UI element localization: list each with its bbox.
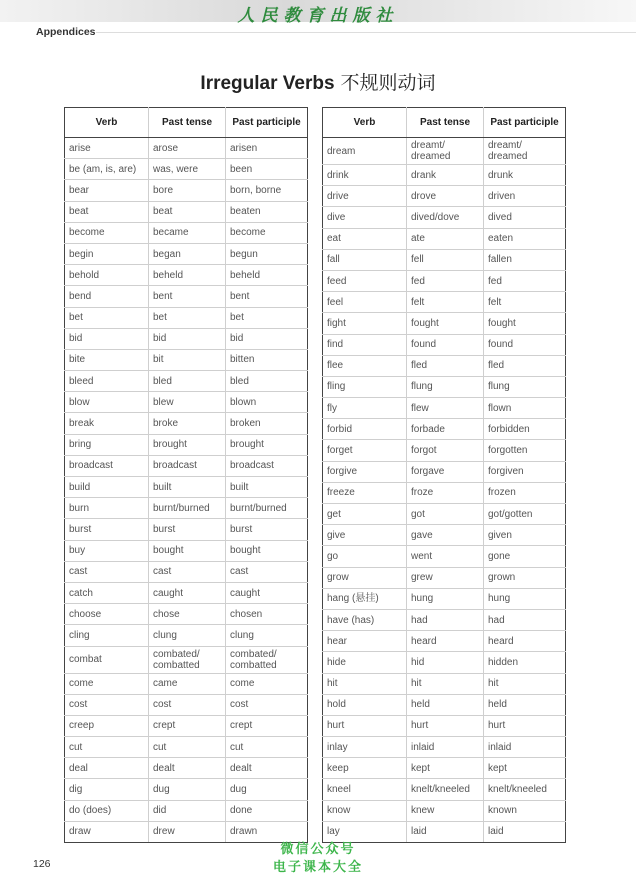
verb-cell: hear	[323, 631, 407, 652]
table-row	[323, 419, 566, 440]
past-participle-cell: dug	[226, 779, 308, 800]
table-row	[65, 222, 308, 243]
page-title-english: Irregular Verbs	[200, 73, 335, 94]
verb-cell: begin	[65, 243, 149, 264]
verb-cell: break	[65, 413, 149, 434]
past-tense-cell: hurt	[407, 715, 484, 736]
verb-cell: bleed	[65, 371, 149, 392]
past-participle-cell: broadcast	[226, 455, 308, 476]
past-participle-cell: bet	[226, 307, 308, 328]
table-row	[65, 625, 308, 646]
verb-cell: hurt	[323, 715, 407, 736]
past-participle-cell: flown	[484, 398, 566, 419]
table-row	[323, 609, 566, 630]
past-participle-cell: bitten	[226, 349, 308, 370]
table-row	[65, 286, 308, 307]
past-participle-cell: burst	[226, 519, 308, 540]
past-participle-cell: grown	[484, 567, 566, 588]
past-participle-cell: broken	[226, 413, 308, 434]
page-number: 126	[33, 858, 51, 870]
table-row	[323, 334, 566, 355]
past-participle-cell: beaten	[226, 201, 308, 222]
verb-cell: dig	[65, 779, 149, 800]
past-tense-cell: fought	[407, 313, 484, 334]
table-row	[323, 376, 566, 397]
table-row	[323, 779, 566, 800]
verb-cell: flee	[323, 355, 407, 376]
table-row	[65, 498, 308, 519]
past-tense-cell: flung	[407, 376, 484, 397]
past-participle-cell: combated/ combatted	[226, 646, 308, 673]
past-tense-cell: ate	[407, 228, 484, 249]
section-divider	[96, 32, 636, 33]
past-participle-cell: clung	[226, 625, 308, 646]
table-row	[65, 604, 308, 625]
past-tense-cell: arose	[149, 138, 226, 159]
verb-cell: burn	[65, 498, 149, 519]
verb-cell: eat	[323, 228, 407, 249]
verb-cell: drink	[323, 165, 407, 186]
past-participle-cell: cut	[226, 737, 308, 758]
past-tense-cell: drew	[149, 821, 226, 842]
past-participle-cell: eaten	[484, 228, 566, 249]
past-participle-cell: born, borne	[226, 180, 308, 201]
past-tense-cell: held	[407, 694, 484, 715]
verb-cell: find	[323, 334, 407, 355]
table-row	[323, 504, 566, 525]
table-row	[323, 631, 566, 652]
verb-cell: inlay	[323, 737, 407, 758]
verb-cell: come	[65, 673, 149, 694]
verb-cell: be (am, is, are)	[65, 159, 149, 180]
verb-cell: fling	[323, 376, 407, 397]
past-tense-cell: kept	[407, 758, 484, 779]
verb-cell: bend	[65, 286, 149, 307]
table-row	[323, 482, 566, 503]
table-row	[65, 673, 308, 694]
past-tense-cell: broke	[149, 413, 226, 434]
table-row	[323, 165, 566, 186]
verb-cell: lay	[323, 821, 407, 842]
verb-cell: freeze	[323, 482, 407, 503]
past-tense-cell: burnt/burned	[149, 498, 226, 519]
verb-cell: feel	[323, 292, 407, 313]
column-header-verb: Verb	[65, 108, 149, 138]
table-row	[65, 779, 308, 800]
table-row	[65, 455, 308, 476]
past-tense-cell: drank	[407, 165, 484, 186]
past-tense-cell: laid	[407, 821, 484, 842]
verb-table-left	[64, 107, 308, 843]
verb-cell: give	[323, 525, 407, 546]
table-row	[323, 567, 566, 588]
past-tense-cell: bled	[149, 371, 226, 392]
past-tense-cell: bid	[149, 328, 226, 349]
table-row	[323, 249, 566, 270]
past-tense-cell: had	[407, 609, 484, 630]
past-tense-cell: bore	[149, 180, 226, 201]
table-row	[65, 138, 308, 159]
past-participle-cell: chosen	[226, 604, 308, 625]
verb-cell: cling	[65, 625, 149, 646]
table-row	[65, 582, 308, 603]
past-tense-cell: bought	[149, 540, 226, 561]
verb-cell: behold	[65, 265, 149, 286]
verb-cell: bet	[65, 307, 149, 328]
verb-cell: blow	[65, 392, 149, 413]
past-tense-cell: flew	[407, 398, 484, 419]
past-participle-cell: kept	[484, 758, 566, 779]
past-participle-cell: burnt/burned	[226, 498, 308, 519]
verb-cell: hit	[323, 673, 407, 694]
past-tense-cell: dreamt/ dreamed	[407, 138, 484, 165]
past-participle-cell: been	[226, 159, 308, 180]
past-participle-cell: built	[226, 477, 308, 498]
past-tense-cell: did	[149, 800, 226, 821]
table-row	[323, 546, 566, 567]
table-row	[323, 186, 566, 207]
past-tense-cell: became	[149, 222, 226, 243]
table-row	[323, 398, 566, 419]
verb-cell: fly	[323, 398, 407, 419]
past-tense-cell: hit	[407, 673, 484, 694]
table-row	[323, 525, 566, 546]
past-tense-cell: went	[407, 546, 484, 567]
past-participle-cell: forbidden	[484, 419, 566, 440]
past-participle-cell: fled	[484, 355, 566, 376]
past-participle-cell: caught	[226, 582, 308, 603]
column-header-past-participle: Past participle	[226, 108, 308, 138]
past-participle-cell: had	[484, 609, 566, 630]
verb-cell: dream	[323, 138, 407, 165]
table-row	[323, 292, 566, 313]
table-row	[65, 392, 308, 413]
verb-table-left-body	[65, 138, 308, 843]
past-participle-cell: gone	[484, 546, 566, 567]
past-participle-cell: dived	[484, 207, 566, 228]
past-participle-cell: done	[226, 800, 308, 821]
past-participle-cell: laid	[484, 821, 566, 842]
past-tense-cell: knelt/kneeled	[407, 779, 484, 800]
table-row	[323, 270, 566, 291]
past-participle-cell: hung	[484, 588, 566, 609]
past-tense-cell: bent	[149, 286, 226, 307]
past-participle-cell: come	[226, 673, 308, 694]
past-participle-cell: bought	[226, 540, 308, 561]
table-row	[65, 737, 308, 758]
verb-cell: choose	[65, 604, 149, 625]
past-tense-cell: grew	[407, 567, 484, 588]
verb-cell: bid	[65, 328, 149, 349]
past-participle-cell: heard	[484, 631, 566, 652]
table-row	[323, 694, 566, 715]
past-participle-cell: dreamt/ dreamed	[484, 138, 566, 165]
table-row	[65, 328, 308, 349]
verb-cell: get	[323, 504, 407, 525]
past-tense-cell: was, were	[149, 159, 226, 180]
past-tense-cell: fled	[407, 355, 484, 376]
past-tense-cell: found	[407, 334, 484, 355]
past-tense-cell: beheld	[149, 265, 226, 286]
past-tense-cell: inlaid	[407, 737, 484, 758]
past-participle-cell: frozen	[484, 482, 566, 503]
past-participle-cell: driven	[484, 186, 566, 207]
verb-cell: hang (悬挂)	[323, 588, 407, 609]
past-participle-cell: arisen	[226, 138, 308, 159]
past-participle-cell: given	[484, 525, 566, 546]
table-row	[65, 758, 308, 779]
past-tense-cell: forgave	[407, 461, 484, 482]
past-tense-cell: got	[407, 504, 484, 525]
table-row	[323, 355, 566, 376]
past-tense-cell: forgot	[407, 440, 484, 461]
table-row	[323, 228, 566, 249]
table-row	[65, 800, 308, 821]
verb-cell: fight	[323, 313, 407, 334]
table-row	[65, 243, 308, 264]
past-participle-cell: drawn	[226, 821, 308, 842]
verb-cell: do (does)	[65, 800, 149, 821]
past-tense-cell: blew	[149, 392, 226, 413]
page-title-chinese: 不规则动词	[340, 72, 436, 94]
verb-cell: grow	[323, 567, 407, 588]
past-tense-cell: caught	[149, 582, 226, 603]
verb-cell: catch	[65, 582, 149, 603]
table-row	[65, 540, 308, 561]
past-participle-cell: fought	[484, 313, 566, 334]
past-participle-cell: cost	[226, 694, 308, 715]
table-row	[65, 201, 308, 222]
past-participle-cell: known	[484, 800, 566, 821]
past-participle-cell: blown	[226, 392, 308, 413]
verb-cell: drive	[323, 186, 407, 207]
past-participle-cell: forgotten	[484, 440, 566, 461]
table-row	[65, 180, 308, 201]
table-row	[65, 646, 308, 673]
verb-cell: burst	[65, 519, 149, 540]
table-row	[323, 673, 566, 694]
past-participle-cell: hurt	[484, 715, 566, 736]
past-tense-cell: felt	[407, 292, 484, 313]
past-tense-cell: built	[149, 477, 226, 498]
verb-cell: build	[65, 477, 149, 498]
table-header-row	[323, 108, 566, 138]
table-row	[65, 159, 308, 180]
table-row	[65, 715, 308, 736]
past-tense-cell: heard	[407, 631, 484, 652]
verb-cell: creep	[65, 715, 149, 736]
past-participle-cell: found	[484, 334, 566, 355]
past-tense-cell: hid	[407, 652, 484, 673]
table-header-row	[65, 108, 308, 138]
past-participle-cell: bent	[226, 286, 308, 307]
table-row	[323, 652, 566, 673]
verb-cell: combat	[65, 646, 149, 673]
verb-cell: forget	[323, 440, 407, 461]
past-participle-cell: knelt/kneeled	[484, 779, 566, 800]
verb-table-right	[322, 107, 566, 843]
table-row	[323, 461, 566, 482]
table-row	[65, 265, 308, 286]
past-participle-cell: got/gotten	[484, 504, 566, 525]
past-tense-cell: cast	[149, 561, 226, 582]
past-tense-cell: dug	[149, 779, 226, 800]
past-tense-cell: dived/dove	[407, 207, 484, 228]
past-tense-cell: drove	[407, 186, 484, 207]
past-tense-cell: brought	[149, 434, 226, 455]
table-row	[65, 434, 308, 455]
table-row	[65, 371, 308, 392]
watermark-line-1: 微信公众号	[280, 842, 356, 857]
column-header-past-participle: Past participle	[484, 108, 566, 138]
verb-cell: hold	[323, 694, 407, 715]
verb-cell: cut	[65, 737, 149, 758]
past-participle-cell: cast	[226, 561, 308, 582]
verb-cell: fall	[323, 249, 407, 270]
column-header-verb: Verb	[323, 108, 407, 138]
past-tense-cell: began	[149, 243, 226, 264]
past-participle-cell: become	[226, 222, 308, 243]
verb-cell: know	[323, 800, 407, 821]
verb-cell: feed	[323, 270, 407, 291]
table-row	[323, 588, 566, 609]
verb-cell: buy	[65, 540, 149, 561]
verb-cell: broadcast	[65, 455, 149, 476]
watermark-line-2: 电子课本大全	[272, 860, 363, 875]
past-tense-cell: chose	[149, 604, 226, 625]
past-participle-cell: hidden	[484, 652, 566, 673]
past-tense-cell: combated/ combatted	[149, 646, 226, 673]
past-participle-cell: dealt	[226, 758, 308, 779]
table-row	[65, 349, 308, 370]
verb-cell: draw	[65, 821, 149, 842]
verb-cell: keep	[323, 758, 407, 779]
past-tense-cell: fell	[407, 249, 484, 270]
verb-cell: become	[65, 222, 149, 243]
past-participle-cell: flung	[484, 376, 566, 397]
table-row	[323, 440, 566, 461]
verb-cell: cost	[65, 694, 149, 715]
table-row	[323, 313, 566, 334]
past-participle-cell: crept	[226, 715, 308, 736]
publisher-logo: 人民教育出版社	[237, 6, 399, 26]
table-row	[65, 694, 308, 715]
verb-cell: bite	[65, 349, 149, 370]
past-tense-cell: beat	[149, 201, 226, 222]
past-tense-cell: clung	[149, 625, 226, 646]
past-participle-cell: bid	[226, 328, 308, 349]
table-row	[65, 477, 308, 498]
table-row	[323, 758, 566, 779]
verb-cell: forgive	[323, 461, 407, 482]
past-participle-cell: bled	[226, 371, 308, 392]
past-tense-cell: crept	[149, 715, 226, 736]
table-row	[65, 519, 308, 540]
table-row	[323, 800, 566, 821]
verb-cell: arise	[65, 138, 149, 159]
verb-cell: deal	[65, 758, 149, 779]
past-tense-cell: fed	[407, 270, 484, 291]
past-tense-cell: hung	[407, 588, 484, 609]
past-tense-cell: burst	[149, 519, 226, 540]
section-label: Appendices	[36, 26, 96, 38]
past-tense-cell: dealt	[149, 758, 226, 779]
past-tense-cell: bit	[149, 349, 226, 370]
verb-cell: beat	[65, 201, 149, 222]
past-tense-cell: cut	[149, 737, 226, 758]
table-row	[65, 413, 308, 434]
past-participle-cell: fed	[484, 270, 566, 291]
table-row	[323, 138, 566, 165]
table-row	[323, 715, 566, 736]
past-participle-cell: hit	[484, 673, 566, 694]
page-title	[0, 68, 636, 95]
past-participle-cell: drunk	[484, 165, 566, 186]
verb-cell: hide	[323, 652, 407, 673]
table-row	[65, 307, 308, 328]
verb-cell: cast	[65, 561, 149, 582]
verb-cell: bring	[65, 434, 149, 455]
past-participle-cell: forgiven	[484, 461, 566, 482]
past-participle-cell: brought	[226, 434, 308, 455]
past-participle-cell: held	[484, 694, 566, 715]
past-participle-cell: fallen	[484, 249, 566, 270]
past-tense-cell: froze	[407, 482, 484, 503]
verb-cell: bear	[65, 180, 149, 201]
past-participle-cell: beheld	[226, 265, 308, 286]
verb-cell: dive	[323, 207, 407, 228]
verb-cell: kneel	[323, 779, 407, 800]
verb-table-right-body	[323, 138, 566, 843]
past-participle-cell: inlaid	[484, 737, 566, 758]
past-tense-cell: came	[149, 673, 226, 694]
past-participle-cell: felt	[484, 292, 566, 313]
past-tense-cell: bet	[149, 307, 226, 328]
past-participle-cell: begun	[226, 243, 308, 264]
past-tense-cell: gave	[407, 525, 484, 546]
table-row	[65, 561, 308, 582]
past-tense-cell: broadcast	[149, 455, 226, 476]
verb-cell: have (has)	[323, 609, 407, 630]
verb-cell: go	[323, 546, 407, 567]
past-tense-cell: forbade	[407, 419, 484, 440]
past-tense-cell: knew	[407, 800, 484, 821]
past-tense-cell: cost	[149, 694, 226, 715]
column-header-past-tense: Past tense	[149, 108, 226, 138]
table-row	[323, 207, 566, 228]
verb-cell: forbid	[323, 419, 407, 440]
table-row	[323, 737, 566, 758]
column-header-past-tense: Past tense	[407, 108, 484, 138]
